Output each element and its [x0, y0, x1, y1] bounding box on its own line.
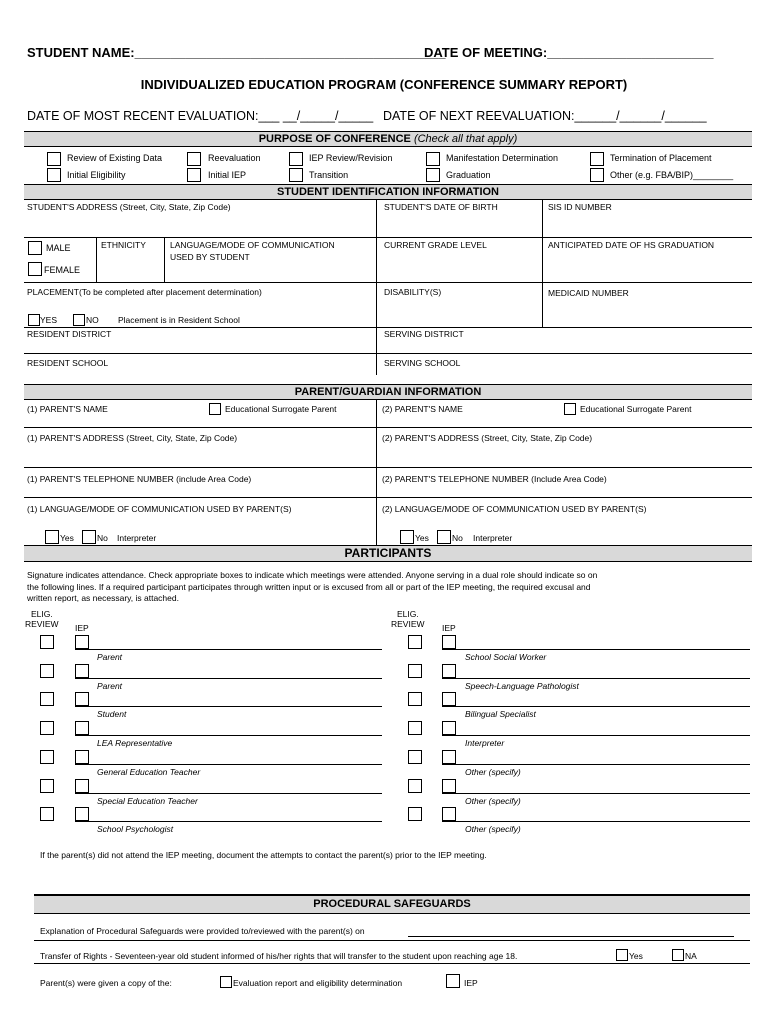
- signature-line[interactable]: [75, 764, 382, 765]
- initial-iep-label: Initial IEP: [208, 170, 247, 180]
- participant-role-label: Parent: [97, 652, 123, 662]
- divider: [24, 467, 752, 468]
- right-elig-review-checkbox[interactable]: [408, 635, 422, 649]
- page-title: INDIVIDUALIZED EDUCATION PROGRAM (CONFERENCE SUMMARY REPORT): [140, 77, 628, 92]
- participant-role-label: LEA Representative: [97, 738, 173, 749]
- student-name-field[interactable]: STUDENT NAME:___________________________________________: [27, 45, 446, 60]
- student-dob-label[interactable]: STUDENT'S DATE OF BIRTH: [384, 202, 498, 212]
- participant-role-label: General Education Teacher: [97, 766, 201, 777]
- placement-label[interactable]: PLACEMENT(To be completed after placement determination): [27, 287, 262, 297]
- participant-role-label: Student: [97, 709, 127, 720]
- right-elig-label: ELIG.: [397, 609, 419, 619]
- evaluation-report-label: Evaluation report and eligibility determination: [233, 978, 403, 988]
- transfer-na-label: NA: [685, 951, 697, 961]
- participant-role-label: Other (specify): [465, 795, 521, 806]
- female-label: FEMALE: [44, 265, 81, 275]
- parent2-no-label: No: [452, 533, 463, 543]
- grade-level-label[interactable]: CURRENT GRADE LEVEL: [384, 240, 487, 250]
- parent2-surrogate-checkbox[interactable]: [564, 403, 576, 415]
- hs-graduation-label[interactable]: ANTICIPATED DATE OF HS GRADUATION: [548, 240, 715, 250]
- right-iep-checkbox[interactable]: [442, 635, 456, 649]
- right-iep-checkbox[interactable]: [442, 750, 456, 764]
- parent1-language-label[interactable]: (1) LANGUAGE/MODE OF COMMUNICATION USED BY PARENT(S): [27, 504, 292, 514]
- next-reevaluation-date-field[interactable]: DATE OF NEXT REEVALUATION:______/______/______: [383, 109, 707, 123]
- signature-line[interactable]: [75, 678, 382, 679]
- left-review-label: REVIEW: [25, 619, 59, 629]
- participants-instructions-1: Signature indicates attendance. Check appropriate boxes to indicate which meetings were attended. Anyone serving in a dual role should indicate so on: [27, 570, 598, 580]
- student-info-divider: [376, 200, 377, 375]
- left-elig-review-checkbox[interactable]: [40, 779, 54, 793]
- student-info-divider-2: [542, 200, 543, 327]
- parent2-surrogate-label: Educational Surrogate Parent: [580, 404, 692, 414]
- parent2-address-label[interactable]: (2) PARENT'S ADDRESS (Street, City, State, Zip Code): [382, 433, 593, 443]
- parent1-no-label: No: [97, 533, 108, 543]
- parent1-yes-label: Yes: [60, 533, 74, 543]
- student-address-label[interactable]: STUDENT'S ADDRESS (Street, City, State, Zip Code): [27, 202, 231, 212]
- reevaluation-checkbox[interactable]: [187, 152, 201, 166]
- parent-attendance-note: If the parent(s) did not attend the IEP meeting, document the attempts to contact the parent(s) prior to the IEP meeting.: [40, 850, 487, 860]
- participant-role-label: Special Education Teacher: [97, 795, 198, 806]
- safeguards-heading: PROCEDURAL SAFEGUARDS: [34, 894, 750, 914]
- parent1-name-label[interactable]: (1) PARENT'S NAME: [27, 404, 108, 414]
- participant-role-label: Parent: [97, 680, 123, 691]
- left-iep-checkbox[interactable]: [75, 721, 89, 735]
- signature-line[interactable]: [75, 649, 382, 650]
- divider: [96, 237, 97, 282]
- left-elig-review-checkbox[interactable]: [40, 750, 54, 764]
- participant-role-label: Other (specify): [465, 766, 521, 777]
- student-language-label-2: USED BY STUDENT: [170, 252, 250, 262]
- divider: [34, 940, 750, 941]
- left-iep-checkbox[interactable]: [75, 664, 89, 678]
- right-iep-checkbox[interactable]: [442, 779, 456, 793]
- left-iep-checkbox[interactable]: [75, 635, 89, 649]
- male-label: MALE: [46, 243, 71, 253]
- parent1-interpreter-label: Interpreter: [117, 533, 157, 543]
- participants-heading: PARTICIPANTS: [24, 545, 752, 562]
- graduation-label: Graduation: [446, 170, 491, 180]
- right-elig-review-checkbox[interactable]: [408, 779, 422, 793]
- transition-label: Transition: [309, 170, 349, 180]
- left-iep-label: IEP: [75, 623, 89, 633]
- student-info-heading: STUDENT IDENTIFICATION INFORMATION: [24, 184, 752, 200]
- recent-evaluation-date-field[interactable]: DATE OF MOST RECENT EVALUATION:___ __/_____/_____: [27, 109, 374, 123]
- parent2-language-label[interactable]: (2) LANGUAGE/MODE OF COMMUNICATION USED BY PARENT(S): [382, 504, 647, 514]
- signature-line[interactable]: [75, 706, 382, 707]
- signature-line[interactable]: [442, 649, 750, 650]
- left-elig-label: ELIG.: [31, 609, 53, 619]
- parent-info-divider: [376, 400, 377, 545]
- other-purpose-label[interactable]: Other (e.g. FBA/BIP)________: [610, 170, 734, 180]
- parent-info-heading: PARENT/GUARDIAN INFORMATION: [24, 384, 752, 400]
- right-elig-review-checkbox[interactable]: [408, 721, 422, 735]
- other-purpose-checkbox[interactable]: [590, 168, 604, 182]
- graduation-checkbox[interactable]: [426, 168, 440, 182]
- copy-given-label: Parent(s) were given a copy of the:: [40, 978, 172, 988]
- medicaid-label[interactable]: MEDICAID NUMBER: [548, 288, 629, 298]
- participant-role-label: School Psychologist: [97, 824, 174, 835]
- left-elig-review-checkbox[interactable]: [40, 635, 54, 649]
- termination-label: Termination of Placement: [610, 153, 712, 163]
- evaluation-report-checkbox[interactable]: [220, 976, 232, 988]
- placement-yes-checkbox[interactable]: [28, 314, 40, 326]
- iep-copy-label: IEP: [464, 978, 478, 988]
- signature-line[interactable]: [442, 764, 750, 765]
- parent1-phone-label[interactable]: (1) PARENT'S TELEPHONE NUMBER (include Area Code): [27, 474, 252, 484]
- signature-line[interactable]: [442, 706, 750, 707]
- right-elig-review-checkbox[interactable]: [408, 692, 422, 706]
- parent1-address-label[interactable]: (1) PARENT'S ADDRESS (Street, City, State, Zip Code): [27, 433, 238, 443]
- left-iep-checkbox[interactable]: [75, 750, 89, 764]
- right-iep-checkbox[interactable]: [442, 721, 456, 735]
- termination-checkbox[interactable]: [590, 152, 604, 166]
- transition-checkbox[interactable]: [289, 168, 303, 182]
- left-elig-review-checkbox[interactable]: [40, 692, 54, 706]
- initial-eligibility-checkbox[interactable]: [47, 168, 61, 182]
- initial-iep-checkbox[interactable]: [187, 168, 201, 182]
- ethnicity-label[interactable]: ETHNICITY: [101, 240, 146, 250]
- signature-line[interactable]: [442, 735, 750, 736]
- transfer-of-rights-label: Transfer of Rights - Seventeen-year old student informed of his/her rights that will transfer to the student upon reaching age 18.: [40, 951, 518, 961]
- parent2-name-label[interactable]: (2) PARENT'S NAME: [382, 404, 463, 414]
- right-elig-review-checkbox[interactable]: [408, 750, 422, 764]
- divider: [24, 497, 752, 498]
- divider: [164, 237, 165, 282]
- safeguards-explanation-label: Explanation of Procedural Safeguards were provided to/reviewed with the parent(s) on: [40, 926, 365, 936]
- transfer-yes-label: Yes: [629, 951, 643, 961]
- iep-review-checkbox[interactable]: [289, 152, 303, 166]
- review-existing-data-checkbox[interactable]: [47, 152, 61, 166]
- participants-instructions-3: written report, as necessary, is attached.: [27, 593, 179, 603]
- divider: [24, 427, 752, 428]
- signature-line[interactable]: [75, 735, 382, 736]
- transfer-yes-checkbox[interactable]: [616, 949, 628, 961]
- right-iep-checkbox[interactable]: [442, 807, 456, 821]
- placement-yes-label: YES: [40, 315, 58, 325]
- parent2-interpreter-no-checkbox[interactable]: [437, 530, 451, 544]
- parent2-interpreter-label: Interpreter: [473, 533, 513, 543]
- parent1-surrogate-label: Educational Surrogate Parent: [225, 404, 337, 414]
- divider: [24, 353, 752, 354]
- divider: [34, 963, 750, 964]
- right-iep-checkbox[interactable]: [442, 664, 456, 678]
- iep-copy-checkbox[interactable]: [446, 974, 460, 988]
- parent1-interpreter-no-checkbox[interactable]: [82, 530, 96, 544]
- parent2-phone-label[interactable]: (2) PARENT'S TELEPHONE NUMBER (Include Area Code): [382, 474, 607, 484]
- left-iep-checkbox[interactable]: [75, 779, 89, 793]
- signature-line[interactable]: [75, 793, 382, 794]
- disability-label[interactable]: DISABILITY(S): [384, 287, 442, 297]
- participant-role-label: School Social Worker: [465, 652, 547, 662]
- sis-id-label[interactable]: SIS ID NUMBER: [548, 202, 612, 212]
- right-iep-label: IEP: [442, 623, 456, 633]
- serving-school-label[interactable]: SERVING SCHOOL: [384, 358, 461, 368]
- male-checkbox[interactable]: [28, 241, 42, 255]
- purpose-heading-note: (Check all that apply): [413, 133, 518, 145]
- female-checkbox[interactable]: [28, 262, 42, 276]
- left-iep-checkbox[interactable]: [75, 692, 89, 706]
- participant-role-label: Speech-Language Pathologist: [465, 680, 579, 691]
- divider: [24, 282, 752, 283]
- left-elig-review-checkbox[interactable]: [40, 664, 54, 678]
- manifestation-checkbox[interactable]: [426, 152, 440, 166]
- resident-school-label[interactable]: RESIDENT SCHOOL: [27, 358, 109, 368]
- purpose-heading-label: PURPOSE OF CONFERENCE: [258, 133, 411, 145]
- initial-eligibility-label: Initial Eligibility: [67, 170, 126, 180]
- divider: [24, 327, 752, 328]
- participant-role-label: Interpreter: [465, 738, 505, 749]
- right-elig-review-checkbox[interactable]: [408, 807, 422, 821]
- purpose-heading: [24, 131, 752, 147]
- left-elig-review-checkbox[interactable]: [40, 721, 54, 735]
- safeguards-date-line[interactable]: [408, 936, 734, 937]
- right-iep-checkbox[interactable]: [442, 692, 456, 706]
- parent2-yes-label: Yes: [415, 533, 429, 543]
- reevaluation-label: Reevaluation: [208, 153, 261, 163]
- signature-line[interactable]: [442, 821, 750, 822]
- parent1-interpreter-yes-checkbox[interactable]: [45, 530, 59, 544]
- placement-no-checkbox[interactable]: [73, 314, 85, 326]
- serving-district-label[interactable]: SERVING DISTRICT: [384, 329, 464, 339]
- right-elig-review-checkbox[interactable]: [408, 664, 422, 678]
- participant-role-label: Bilingual Specialist: [465, 709, 536, 720]
- resident-school-note: Placement is in Resident School: [118, 315, 240, 325]
- participant-role-label: Other (specify): [465, 824, 521, 835]
- left-elig-review-checkbox[interactable]: [40, 807, 54, 821]
- signature-line[interactable]: [442, 678, 750, 679]
- manifestation-label: Manifestation Determination: [446, 153, 559, 163]
- right-review-label: REVIEW: [391, 619, 425, 629]
- placement-no-label: NO: [86, 315, 99, 325]
- parent2-interpreter-yes-checkbox[interactable]: [400, 530, 414, 544]
- student-language-label[interactable]: LANGUAGE/MODE OF COMMUNICATION: [170, 240, 335, 250]
- divider: [24, 237, 752, 238]
- left-iep-checkbox[interactable]: [75, 807, 89, 821]
- parent1-surrogate-checkbox[interactable]: [209, 403, 221, 415]
- signature-line[interactable]: [442, 793, 750, 794]
- resident-district-label[interactable]: RESIDENT DISTRICT: [27, 329, 112, 339]
- signature-line[interactable]: [75, 821, 382, 822]
- iep-review-label: IEP Review/Revision: [309, 153, 393, 163]
- review-existing-data-label: Review of Existing Data: [67, 153, 163, 163]
- transfer-na-checkbox[interactable]: [672, 949, 684, 961]
- participants-instructions-2: the following lines. If a required participant participates through written input or is excused from all or part of the IEP meeting, the required excusal and: [27, 582, 591, 592]
- date-of-meeting-field[interactable]: DATE OF MEETING:_______________________: [424, 45, 714, 60]
